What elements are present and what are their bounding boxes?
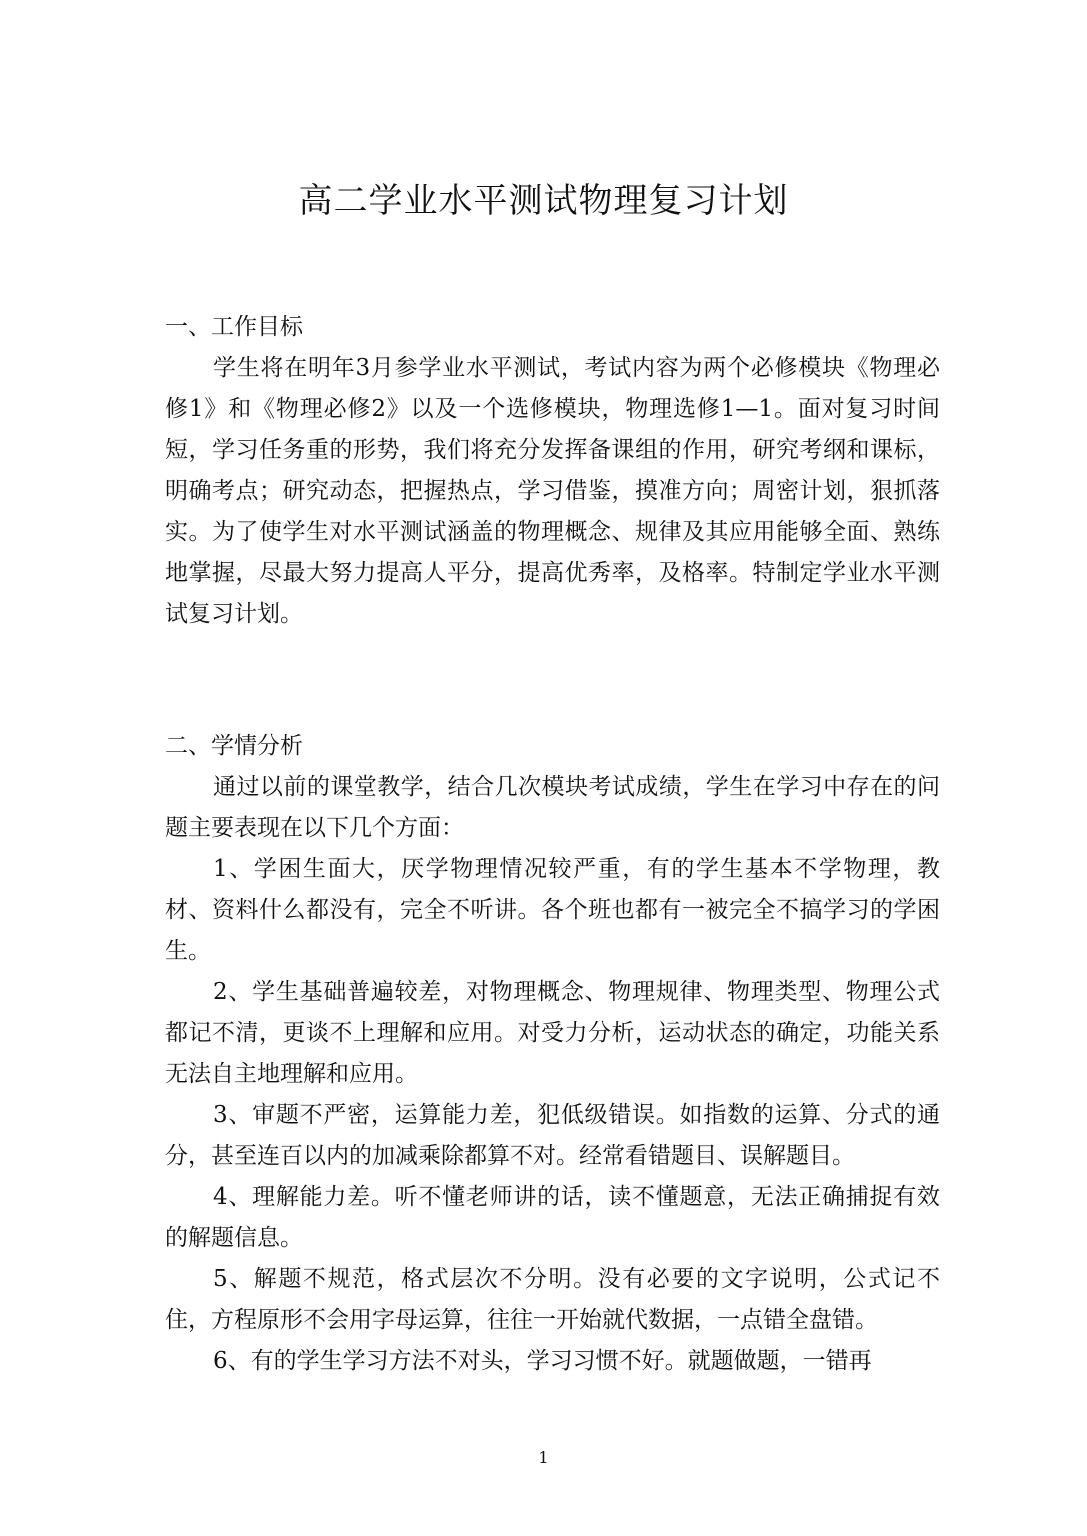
paragraph: 学生将在明年3月参学业水平测试，考试内容为两个必修模块《物理必修1》和《物理必修2》以及一个选修模块，物理选修1—1。面对复习时间短，学习任务重的形势，我们将充分发挥备课组的作用，研究考纲和课标，明确考点；研究动态，把握热点，学习借鉴，摸准方向；周密计划，狠抓落实。为了使学生对水平测试涵盖的物理概念、规律及其应用能够全面、熟练地掌握，尽最大努力提高人平分，提高优秀率，及格率。特制定学业水平测试复习计划。 bbox=[165, 355, 940, 627]
paragraph: 3、审题不严密，运算能力差，犯低级错误。如指数的运算、分式的通分，甚至连百以内的加减乘除都算不对。经常看错题目、误解题目。 bbox=[165, 1102, 940, 1169]
section-work-goals bbox=[165, 307, 940, 635]
section-student-analysis bbox=[165, 726, 940, 1382]
section-heading: 二、学情分析 bbox=[165, 733, 303, 759]
paragraph: 5、解题不规范，格式层次不分明。没有必要的文字说明，公式记不住，方程原形不会用字母运算，往往一开始就代数据，一点错全盘错。 bbox=[165, 1266, 940, 1333]
paragraph: 1、学困生面大，厌学物理情况较严重，有的学生基本不学物理，教材、资料什么都没有，完全不听讲。各个班也都有一被完全不搞学习的学困生。 bbox=[165, 856, 940, 964]
section-heading: 一、工作目标 bbox=[165, 314, 303, 340]
paragraph: 6、有的学生学习方法不对头，学习习惯不好。就题做题，一错再 bbox=[213, 1348, 872, 1374]
document-title: 高二学业水平测试物理复习计划 bbox=[298, 181, 789, 221]
page-number: 1 bbox=[538, 1448, 549, 1467]
paragraph: 2、学生基础普遍较差，对物理概念、物理规律、物理类型、物理公式都记不清，更谈不上理解和应用。对受力分析，运动状态的确定，功能关系无法自主地理解和应用。 bbox=[165, 979, 940, 1087]
paragraph: 4、理解能力差。听不懂老师讲的话，读不懂题意，无法正确捕捉有效的解题信息。 bbox=[165, 1184, 940, 1251]
paragraph: 通过以前的课堂教学，结合几次模块考试成绩，学生在学习中存在的问题主要表现在以下几个方面： bbox=[165, 774, 940, 841]
